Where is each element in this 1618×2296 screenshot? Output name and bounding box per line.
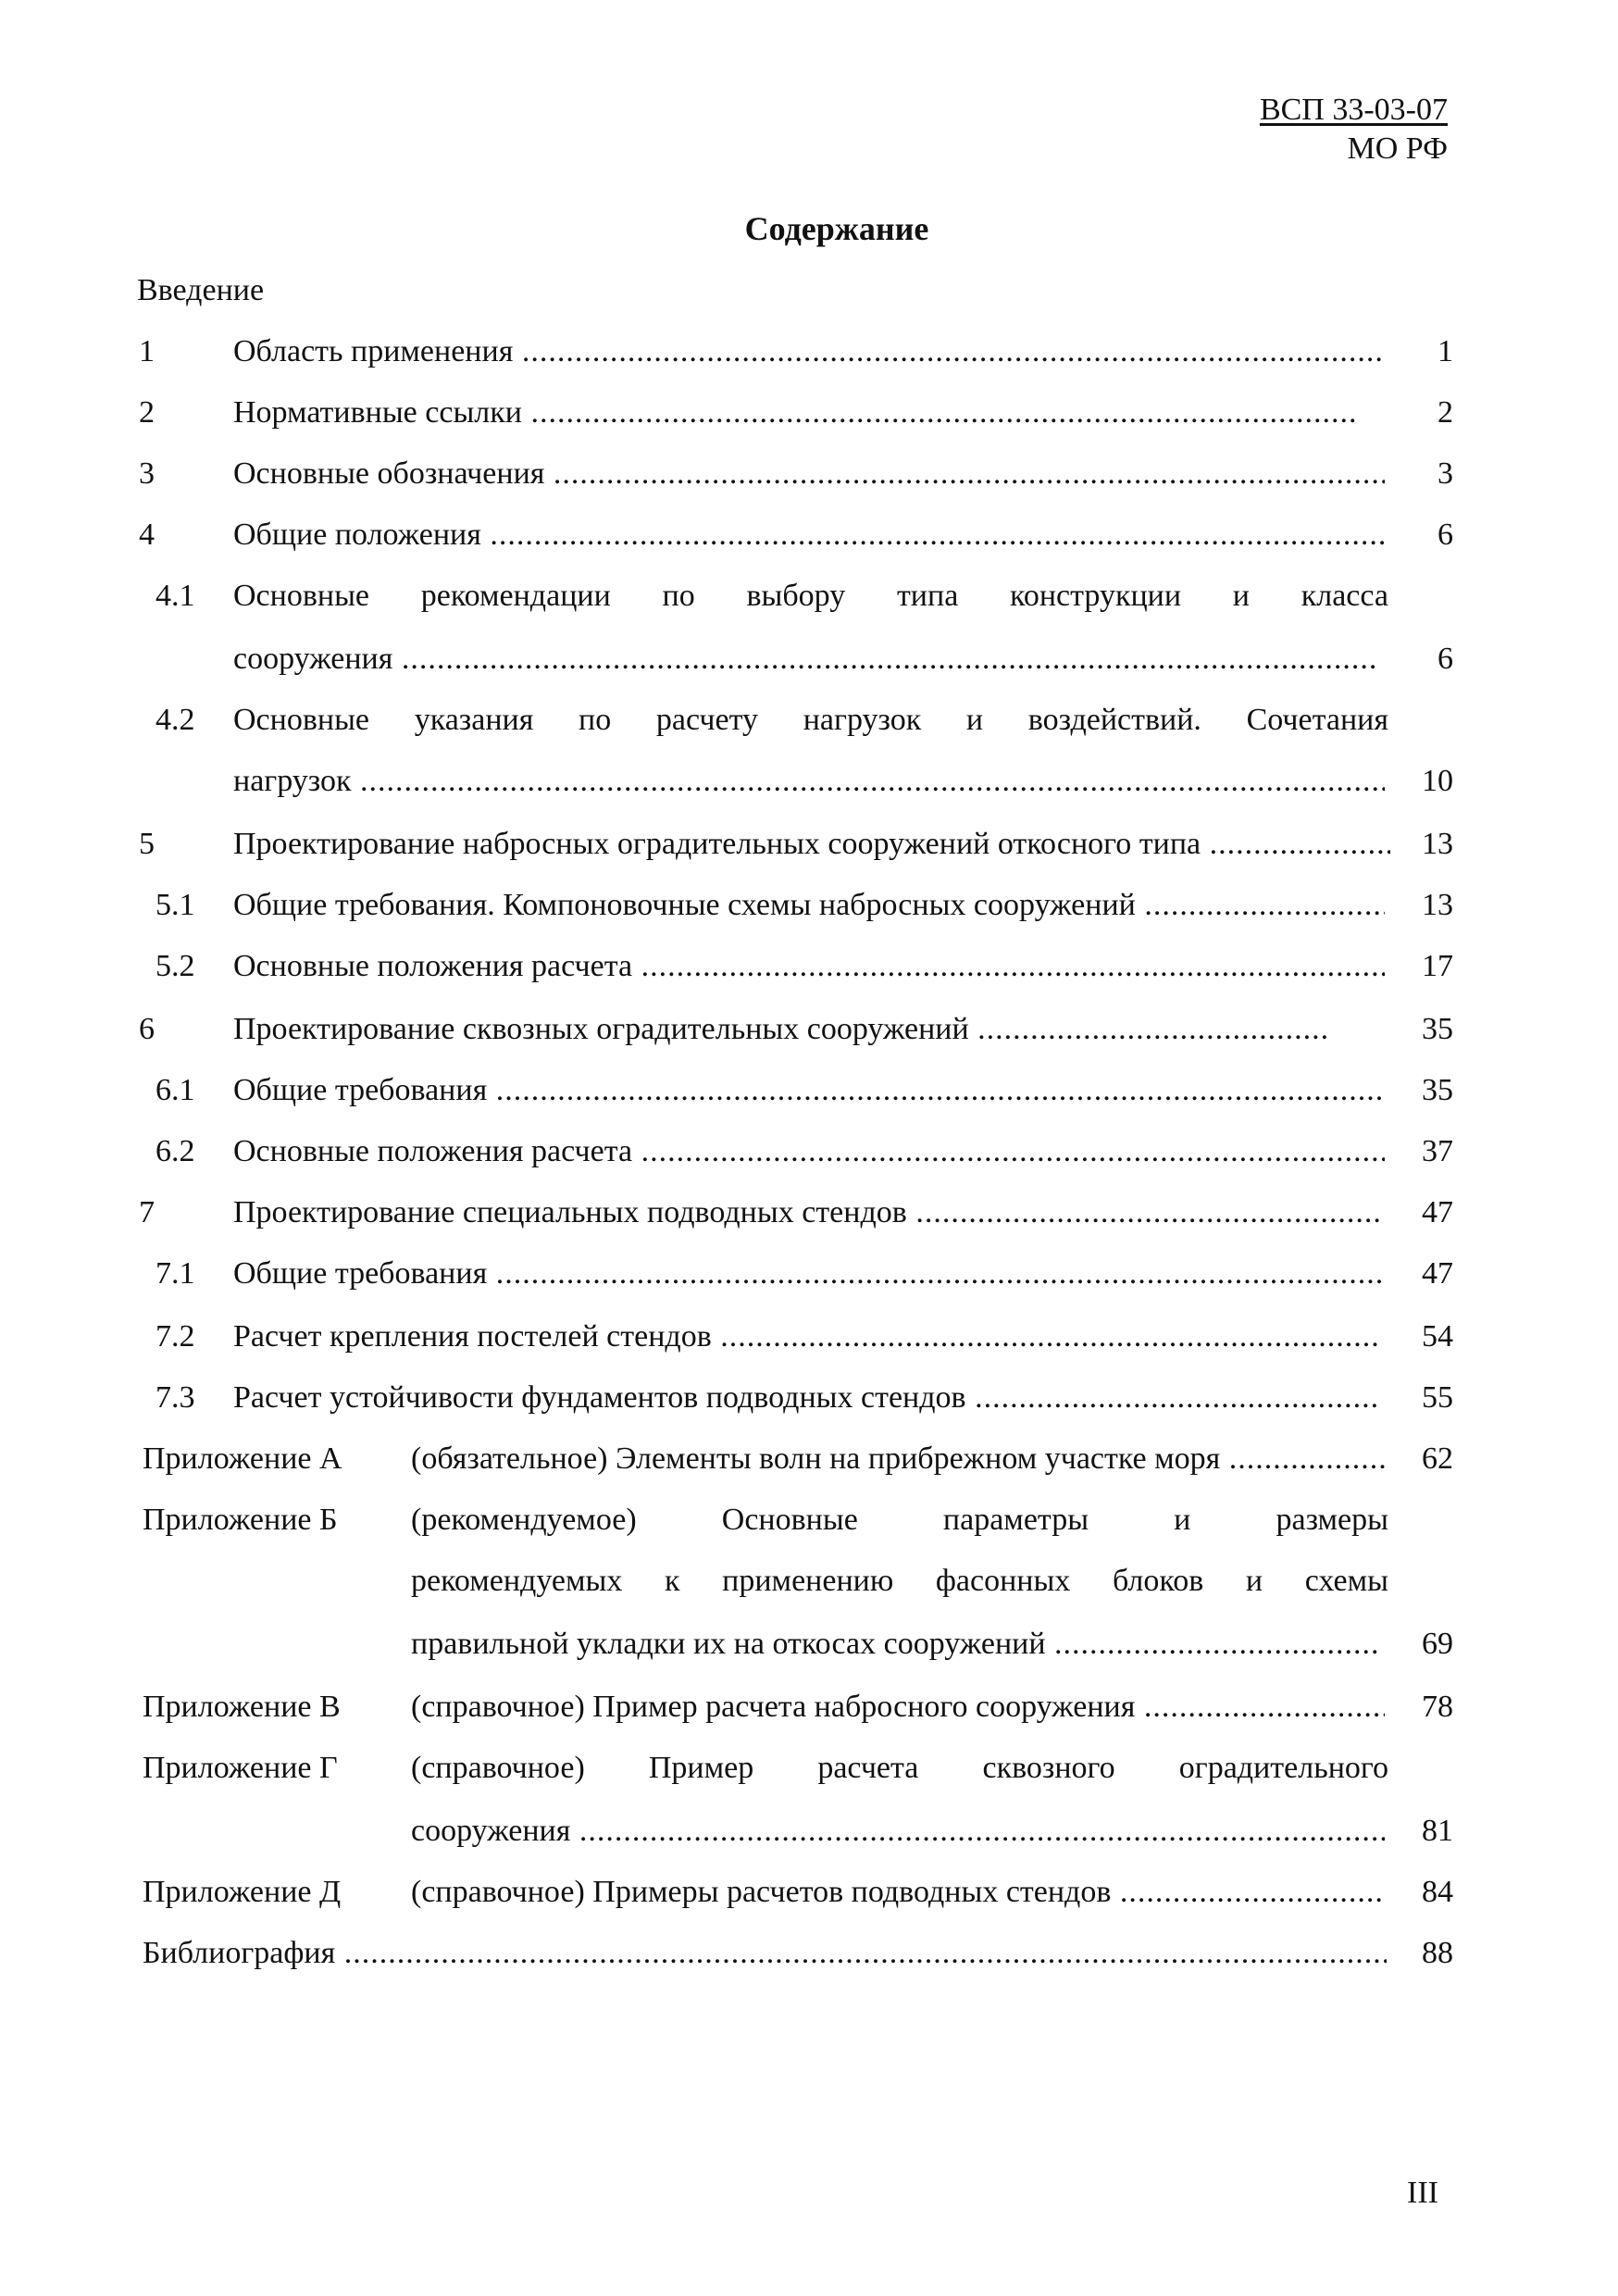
toc-entry-page: 13: [1422, 827, 1453, 861]
toc-entry-text: Проектирование сквозных оградительных сооружений .....: [233, 1012, 1327, 1046]
toc-entry-number: 6: [139, 1012, 155, 1046]
toc-entry-text: Общие положения .....: [233, 518, 1385, 552]
toc-entry-4-1[interactable]: [0, 578, 1618, 680]
toc-entry-text-line1: Основные указания по расчету нагрузок и воздействий. Сочетания: [233, 703, 1388, 737]
toc-entry-number: 3: [139, 456, 155, 491]
toc-appendix-text-line1: (справочное) Пример расчета сквозного оградительного: [411, 1751, 1388, 1785]
document-code-number: ВСП 33-03-07: [1259, 93, 1448, 127]
toc-entry-text: Основные положения расчета .....: [233, 1134, 1385, 1168]
toc-entry-number: 2: [139, 395, 155, 430]
toc-entry-page: 2: [1438, 395, 1453, 430]
toc-entry-page: 47: [1422, 1195, 1453, 1229]
toc-entry-text: Основные обозначения .....: [233, 456, 1385, 491]
toc-entry-page: 54: [1422, 1319, 1453, 1354]
toc-appendix-text-line2: рекомендуемых к применению фасонных блоков и схемы: [411, 1564, 1388, 1598]
toc-entry-text: Область применения .....: [233, 334, 1385, 368]
toc-appendix-label: Приложение В: [143, 1690, 341, 1724]
toc-appendix-page: 81: [1422, 1814, 1453, 1848]
toc-intro: Введение: [137, 273, 265, 307]
toc-entry-number: 6.1: [156, 1073, 195, 1107]
toc-entry-4-2[interactable]: [0, 702, 1618, 804]
toc-entry-text-line1: Основные рекомендации по выбору типа конструкции и класса: [233, 579, 1388, 613]
toc-entry-text: Общие требования. Компоновочные схемы набросных сооружений .....: [233, 888, 1385, 922]
toc-entry-page: 17: [1422, 949, 1453, 983]
toc-appendix-page: 69: [1422, 1627, 1453, 1661]
toc-entry-text: Нормативные ссылки .....: [233, 395, 1355, 430]
toc-entry-number: 5.1: [156, 888, 195, 922]
toc-entry-number: 4: [139, 518, 155, 552]
toc-entry-number: 7.1: [156, 1256, 195, 1291]
toc-entry-page: 37: [1422, 1134, 1453, 1168]
toc-entry-number: 7.3: [156, 1380, 195, 1415]
toc-entry-number: 1: [139, 334, 155, 368]
toc-entry-text: Проектирование набросных оградительных сооружений откосного типа .....: [233, 827, 1390, 861]
toc-entry-text: Расчет устойчивости фундаментов подводных стендов .....: [233, 1380, 1381, 1415]
page-number: III: [1407, 2176, 1438, 2210]
toc-entry-text-line2: сооружения .....: [233, 642, 1377, 676]
toc-appendix-text-line3: правильной укладки их на откосах сооружений .....: [411, 1627, 1381, 1661]
toc-appendix-label: Приложение Г: [143, 1751, 338, 1785]
toc-entry-text: Основные положения расчета .....: [233, 949, 1385, 983]
toc-entry-number: 4.1: [156, 579, 195, 613]
toc-entry-page: 3: [1438, 456, 1453, 491]
toc-appendix-text-line2: сооружения .....: [411, 1814, 1385, 1848]
toc-appendix-page: 78: [1422, 1690, 1453, 1724]
toc-entry-page: 1: [1438, 334, 1453, 368]
toc-entry-number: 7.2: [156, 1319, 195, 1354]
toc-appendix-label: Приложение Д: [143, 1875, 342, 1909]
toc-entry-page: 35: [1422, 1012, 1453, 1046]
toc-entry-page: 6: [1438, 642, 1453, 676]
toc-appendix-text: (обязательное) Элементы волн на прибрежном участке моря .....: [411, 1441, 1388, 1476]
toc-entry-page: 35: [1422, 1073, 1453, 1107]
toc-entry-text: Проектирование специальных подводных стендов .....: [233, 1195, 1379, 1229]
toc-appendix-page: 84: [1422, 1875, 1453, 1909]
toc-appendix-label: Приложение Б: [143, 1503, 338, 1537]
toc-entry-text: Общие требования .....: [233, 1073, 1385, 1107]
toc-entry-text: Расчет крепления постелей стендов .....: [233, 1319, 1381, 1354]
toc-entry-page: 10: [1422, 764, 1453, 798]
toc-appendix-page: 62: [1422, 1441, 1453, 1476]
toc-bibliography-text: Библиография .....: [143, 1936, 1387, 1970]
toc-entry-page: 55: [1422, 1380, 1453, 1415]
toc-entry-number: 4.2: [156, 703, 195, 737]
toc-appendix-g[interactable]: [0, 1750, 1618, 1852]
toc-entry-page: 6: [1438, 518, 1453, 552]
toc-entry-number: 7: [139, 1195, 155, 1229]
toc-entry-number: 5: [139, 827, 155, 861]
toc-entry-text-line2: нагрузок .....: [233, 764, 1385, 798]
toc-entry-page: 47: [1422, 1256, 1453, 1291]
toc-appendix-text-line1: (рекомендуемое) Основные параметры и размеры: [411, 1503, 1388, 1537]
toc-entry-text: Общие требования .....: [233, 1256, 1385, 1291]
toc-entry-page: 13: [1422, 888, 1453, 922]
toc-appendix-text: (справочное) Пример расчета набросного сооружения .....: [411, 1690, 1385, 1724]
toc-bibliography-page: 88: [1422, 1936, 1453, 1970]
toc-entry-number: 6.2: [156, 1134, 195, 1168]
toc-appendix-b[interactable]: [0, 1502, 1618, 1687]
toc-appendix-text: (справочное) Примеры расчетов подводных стендов .....: [411, 1875, 1385, 1909]
toc-entry-number: 5.2: [156, 949, 195, 983]
toc-appendix-label: Приложение А: [143, 1441, 342, 1476]
document-organization: МО РФ: [1347, 131, 1448, 166]
toc-title: Содержание: [744, 210, 929, 247]
